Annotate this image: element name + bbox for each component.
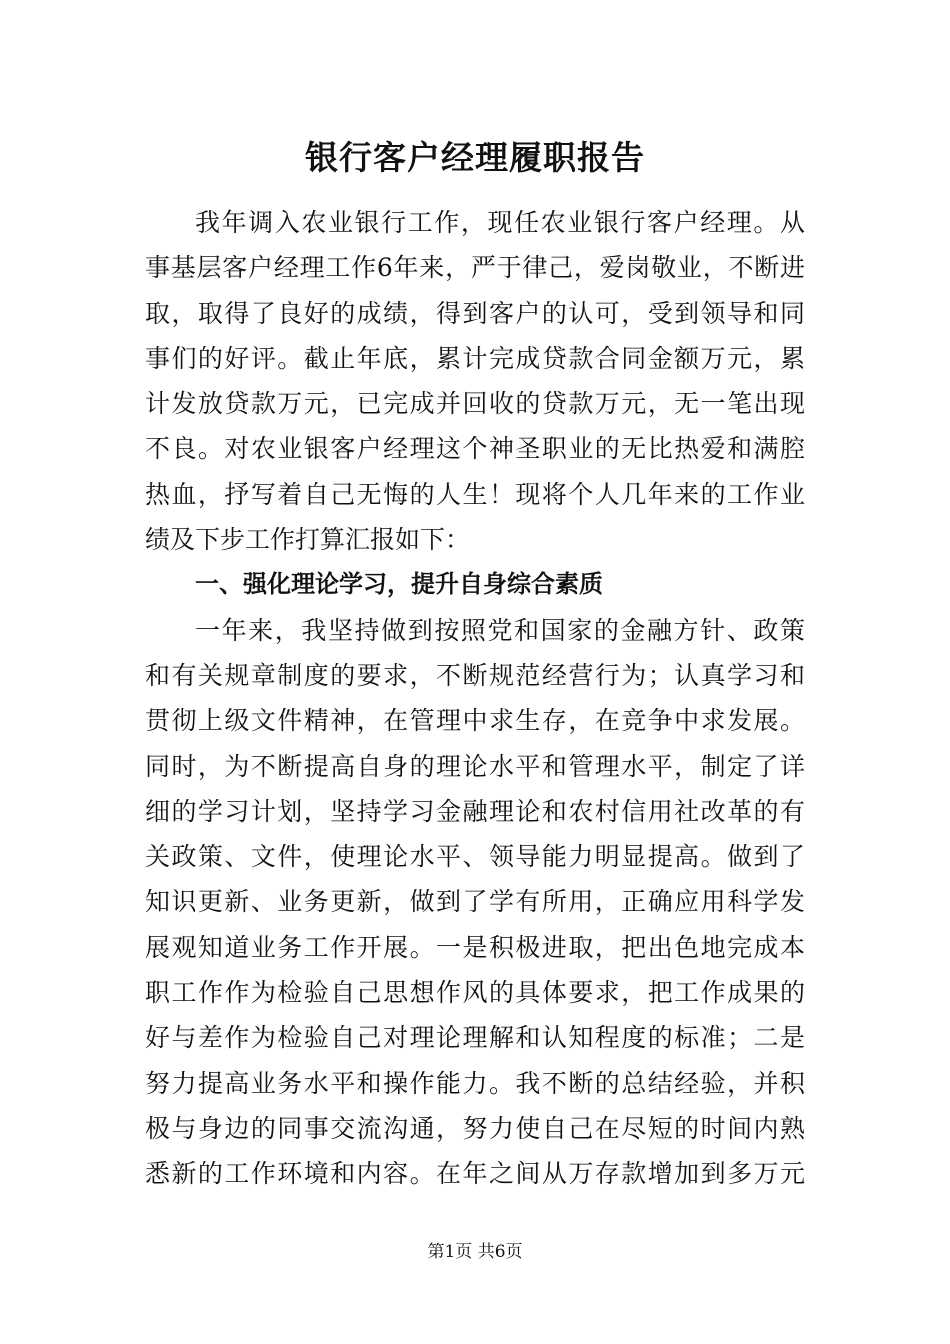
paragraph-line: 不良。对农业银客户经理这个神圣职业的无比热爱和满腔 bbox=[145, 434, 805, 464]
paragraph-line: 职工作作为检验自己思想作风的具体要求，把工作成果的 bbox=[145, 978, 805, 1008]
paragraph-line: 努力提高业务水平和操作能力。我不断的总结经验，并积 bbox=[145, 1068, 805, 1098]
paragraph-line: 细的学习计划，坚持学习金融理论和农村信用社改革的有 bbox=[145, 796, 805, 826]
paragraph-line: 同时，为不断提高自身的理论水平和管理水平，制定了详 bbox=[145, 751, 805, 781]
page-footer: 第1页 共6页 bbox=[427, 1242, 523, 1262]
paragraph-line: 极与身边的同事交流沟通，努力使自己在尽短的时间内熟 bbox=[145, 1113, 805, 1143]
paragraph-line: 我年调入农业银行工作，现任农业银行客户经理。从 bbox=[195, 208, 805, 237]
paragraph-line: 事基层客户经理工作6年来，严于律己，爱岗敬业，不断进 bbox=[145, 253, 805, 283]
paragraph-line: 热血，抒写着自己无悔的人生！现将个人几年来的工作业 bbox=[145, 479, 805, 509]
paragraph-line: 知识更新、业务更新，做到了学有所用，正确应用科学发 bbox=[145, 887, 805, 917]
paragraph-line: 贯彻上级文件精神，在管理中求生存，在竞争中求发展。 bbox=[145, 706, 805, 736]
paragraph-line: 关政策、文件，使理论水平、领导能力明显提高。做到了 bbox=[145, 842, 805, 872]
document-title: 银行客户经理履职报告 bbox=[305, 138, 645, 177]
paragraph-line: 取，取得了良好的成绩，得到客户的认可，受到领导和同 bbox=[145, 298, 805, 328]
paragraph-line: 事们的好评。截止年底，累计完成贷款合同金额万元，累 bbox=[145, 343, 805, 373]
paragraph-line: 绩及下步工作打算汇报如下： bbox=[145, 525, 471, 555]
paragraph-line: 好与差作为检验自己对理论理解和认知程度的标准；二是 bbox=[145, 1023, 805, 1053]
paragraph-line: 计发放贷款万元，已完成并回收的贷款万元，无一笔出现 bbox=[145, 389, 805, 419]
section-heading: 一、强化理论学习，提升自身综合素质 bbox=[195, 570, 603, 599]
paragraph-line: 展观知道业务工作开展。一是积极进取，把出色地完成本 bbox=[145, 932, 805, 962]
document-body bbox=[145, 200, 805, 1197]
paragraph-line: 悉新的工作环境和内容。在年之间从万存款增加到多万元 bbox=[145, 1159, 805, 1189]
paragraph-line: 和有关规章制度的要求，不断规范经营行为；认真学习和 bbox=[145, 660, 805, 690]
paragraph-line: 一年来，我坚持做到按照党和国家的金融方针、政策 bbox=[195, 615, 805, 645]
